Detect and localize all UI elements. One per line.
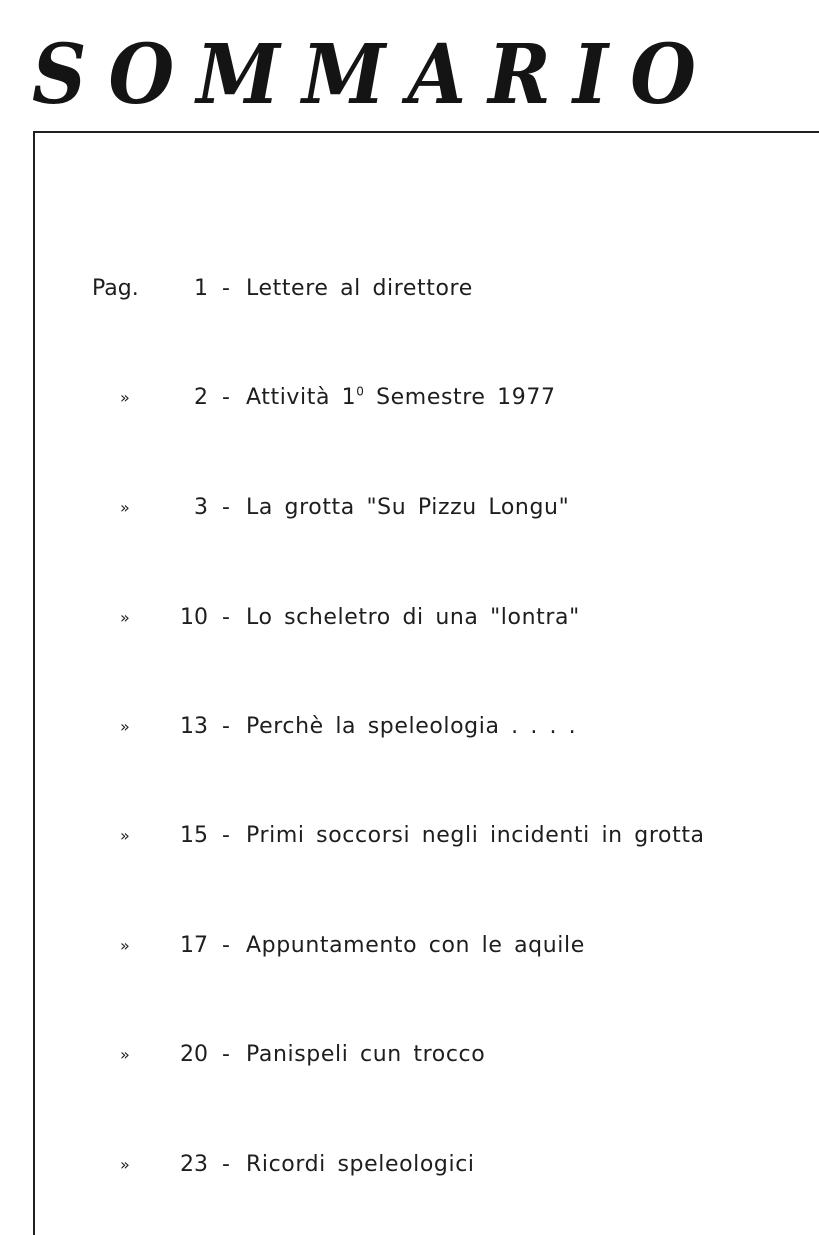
toc-prefix: » [120, 1045, 130, 1064]
toc-title [246, 380, 556, 416]
toc-separator: - [222, 933, 230, 958]
toc-prefix: » [120, 936, 130, 955]
toc-separator: - [222, 823, 230, 848]
toc-title: Ricordi speleologici [246, 1152, 475, 1177]
toc-prefix: » [120, 388, 130, 407]
toc-entry [0, 1147, 819, 1183]
toc-title-suffix: Semestre 1977 [364, 385, 556, 410]
toc-prefix: » [120, 1155, 130, 1174]
toc-prefix: Pag. [92, 276, 139, 301]
toc-page-number: 23 [180, 1152, 208, 1177]
toc-entry [0, 928, 819, 964]
toc-separator: - [222, 276, 230, 301]
page-title: SOMMARIO [32, 27, 719, 123]
toc-page-number: 20 [180, 1042, 208, 1067]
toc-title: La grotta "Su Pizzu Longu" [246, 495, 570, 520]
toc-entry [0, 271, 819, 307]
toc-entry [0, 490, 819, 526]
toc-page-number: 10 [180, 605, 208, 630]
toc-entry [0, 818, 819, 854]
toc-entry [0, 600, 819, 636]
toc-separator: - [222, 1042, 230, 1067]
toc-separator: - [222, 495, 230, 520]
toc-title: Lo scheletro di una "lontra" [246, 605, 580, 630]
toc-separator: - [222, 605, 230, 630]
toc-title: Perchè la speleologia . . . . [246, 714, 577, 739]
toc-page-number: 15 [180, 823, 208, 848]
toc-title-main: Attività 1 [246, 385, 357, 410]
toc-separator: - [222, 1152, 230, 1177]
toc-entry [0, 709, 819, 745]
toc-page-number: 3 [194, 495, 208, 520]
toc-page-number: 2 [194, 385, 208, 410]
toc-prefix: » [120, 498, 130, 517]
toc-page-number: 1 [194, 276, 208, 301]
toc-prefix: » [120, 826, 130, 845]
toc-title: Appuntamento con le aquile [246, 933, 585, 958]
toc-title-superscript: 0 [356, 384, 365, 399]
toc-title: Panispeli cun trocco [246, 1042, 486, 1067]
toc-title: Lettere al direttore [246, 276, 473, 301]
toc-prefix: » [120, 608, 130, 627]
toc-entry [0, 380, 819, 416]
toc-page-number: 17 [180, 933, 208, 958]
toc-separator: - [222, 385, 230, 410]
toc-entry [0, 1037, 819, 1073]
toc-page-number: 13 [180, 714, 208, 739]
toc-title: Primi soccorsi negli incidenti in grotta [246, 823, 705, 848]
toc-prefix: » [120, 717, 130, 736]
toc-separator: - [222, 714, 230, 739]
